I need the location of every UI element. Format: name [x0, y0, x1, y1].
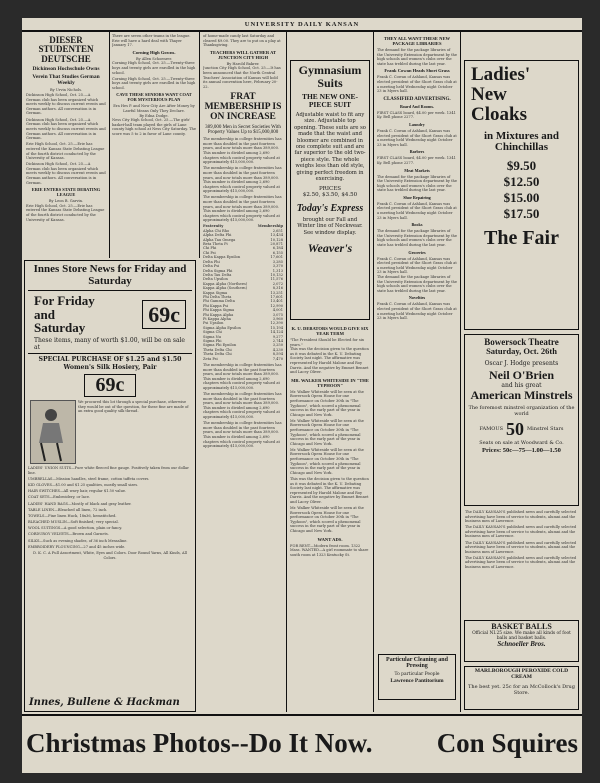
article-body: The DAILY KANSAN'S published news and carefully selected advertising have been of service to students, alumni and the business men of Lawrence.	[465, 540, 577, 554]
classified-category: Laundry	[409, 121, 425, 127]
fraternity-membership: 13,401	[270, 299, 283, 304]
fraternity-membership: 2,744	[272, 339, 283, 343]
fraternity-membership: 6,184	[272, 246, 283, 251]
fraternity-table-header: Fraternity Membership	[203, 224, 283, 229]
ad-innes-line1: For Friday	[34, 293, 95, 309]
classified-ad: FIRST CLASS board, $4.00 per week. 1341 Ky. Bell phone 2277.	[377, 110, 456, 120]
ad-innes-item: TOWELS—Fine linen Huck, 18x36, hemstitched.	[28, 513, 117, 518]
ad-bowersock-foremost: The foremost minstrel organization of the world	[468, 404, 575, 417]
article-body: This was the decision given to the question as it was debated in the K. U. Debating Society last night. The affirmative was represented by Harold Malone and Roy Darris. And the negative by Emmet Bennet and Lacey Oliver.	[290, 476, 369, 504]
bottom-banner	[26, 718, 578, 768]
subhead-german-1: Dickinson Hochschule Owns	[32, 66, 100, 73]
ad-bowersock-count-label: FAMOUS	[479, 425, 504, 432]
ad-fair-body: in Mixtures and Chinchillas	[484, 129, 559, 154]
classified-ad: Frank C. Cowan of Ashland, Kansas was elected president of the Short Grass club at a meeting held Wednesday night October 23 in Myers hall.	[377, 302, 457, 321]
fraternity-name: Sigma Alpha Epsilon	[203, 325, 241, 330]
classified-category: Groceries	[408, 249, 426, 255]
ad-bowersock-seats: Seats on sale at Woodward & Co.	[479, 440, 564, 447]
classified-category: Shoe Repairing	[403, 194, 431, 200]
fraternity-membership: 8,316	[272, 286, 283, 291]
ad-bowersock-count-suffix: Minstrel Stars	[527, 425, 564, 432]
article-quote: "The President Should be Elected for six years."	[290, 338, 364, 347]
ad-marlborough-body: The best yet. 25c for an McCollock's Drug Store.	[468, 683, 575, 696]
fraternity-name: Kappa Alpha (Southern)	[203, 286, 248, 291]
byline: By Edna Dodge.	[139, 113, 169, 118]
fraternity-name: Sigma Phi Epsilon	[203, 343, 237, 348]
fraternity-membership: 17,601	[270, 294, 283, 299]
fraternity-table-row	[203, 357, 283, 361]
byline: By Leon B. Garvin.	[48, 199, 84, 204]
column-divider	[109, 32, 110, 258]
ad-innes-footer-note: D. K. C. A Full Assortment, White, Eyes and Colors. Door Round Yarns, All Kinds, All Colors.	[33, 551, 187, 560]
article-body: Dickinson High School, Oct. 25.—A German club has been organized which meets weekly to discuss current events and German authors. All conversation is in German.	[26, 162, 106, 185]
article-body: The membership in college fraternities has more than doubled in the past fourteen years, and now totals more than 389,000. This number is divided among 2,690 chapters which control property valued at approximately $15,000,000.	[203, 195, 282, 223]
ad-basket-balls	[464, 620, 579, 662]
want-ads-body: FOR RENT—Modern front room. 1322 Mass. WANTED—A girl roommate to share south room at 1323 Kentucky St.	[290, 543, 369, 557]
fraternity-name: Sigma Nu	[203, 334, 222, 339]
ad-innes-item: TABLE LINEN—Bleached all linen, 72 inch.	[28, 507, 108, 512]
classified-category: Meat Markets	[404, 167, 430, 173]
article-body: Mr. Walker Whiteside will be seen at the Bowersock Opera House for one performance on October 30th in "The Typhoon", which scored a phenomenal success in the early part of the year in Chicago and New York.	[290, 447, 364, 475]
byline: By Harold Bakrer.	[226, 61, 260, 66]
classified-ad: The demand for the package libraries of the University Extension department by the high schools and women's clubs over the state has trebled during the last year.	[377, 275, 457, 293]
fraternity-name: Kappa Alpha (Northern)	[203, 281, 248, 286]
classified-ad: The demand for the package libraries of the University Extension department by the high schools and women's clubs over the state has trebled during the last year.	[377, 174, 457, 193]
ad-innes-body: We procured this lot through a special purchase, otherwise they would be out of the question, for these fine are made of an extra good quality silk thread.	[78, 400, 189, 414]
ad-bowersock-presents: Oscar J. Hodge presents	[484, 360, 559, 368]
ad-innes-signature: Innes, Bullene & Hackman	[29, 697, 180, 708]
ad-innes-item: LADIES' UNION SUITS—Pure white fleeced fine gauge. Positively taken from our dollar line.	[28, 466, 189, 475]
ad-pantitorium-title: Particular Cleaning and Pressing	[386, 657, 448, 670]
byline: By Urvin Nichols.	[49, 88, 83, 93]
ad-gymnasium-suits	[290, 60, 370, 320]
classified-ad: Frank C. Cowan of Ashland, Kansas was elected president of the Short Grass club at a meeting held Wednesday night October 23 in Myers hall.	[377, 201, 457, 220]
ad-the-fair	[464, 60, 579, 330]
subhead-seniors: Era Hes P. and Now City Are After Money by Lawful Means Only They Declare.	[113, 104, 195, 114]
headline-frat: FRAT MEMBERSHIP IS ON INCREASE	[204, 92, 282, 123]
article-body: Mr. Walker Whiteside will be seen at the Bowersock Opera House for one performance on October 30th in "The Typhoon", which scored a phenomenal success in the early part of the year in Chicago and New York.	[290, 389, 364, 417]
article-body: The DAILY KANSAN'S published news and carefully selected advertising have been of service to students, alumni and the business men of Lawrence.	[465, 510, 577, 524]
ad-innes-rule	[28, 290, 192, 291]
column-corning	[112, 34, 196, 256]
headline-whiteside: MR. WALKER WHITESIDE IN "THE TYPHOON"	[291, 377, 369, 388]
fraternity-membership: 9,277	[272, 334, 283, 339]
ad-pantitorium-sub: To particular People	[394, 671, 440, 677]
fraternity-name: Alpha Tau Omega	[203, 237, 236, 242]
fraternity-membership: 10,132	[270, 272, 283, 277]
ad-bowersock-count: 50	[506, 418, 525, 439]
fraternity-name: Alpha Chi Rho	[203, 228, 230, 233]
column-divider	[286, 32, 287, 712]
fraternity-name: Kappa Sigma	[203, 290, 228, 295]
fraternity-membership: 15,194	[270, 325, 283, 330]
ad-express-body: brought our Fall and Winter line of Neckwear. See window display.	[297, 216, 363, 236]
newspaper-page	[22, 18, 582, 773]
headline-want-ads: WANT ADS.	[317, 536, 343, 542]
fraternity-name: Phi Delta Theta	[203, 294, 232, 299]
fraternity-membership: 3,960	[272, 316, 283, 321]
ad-bowersock-title: Bowersock Theatre	[484, 337, 559, 347]
fraternity-name: Phi Gamma Delta	[203, 299, 235, 304]
fraternity-membership: 4,230	[272, 347, 283, 352]
ad-innes-items	[28, 466, 192, 549]
ad-innes-item: WOOL SUITINGS—A good selection, plain or fancy.	[28, 526, 123, 531]
subhead-frat: 389,000 Men in Secret Societies With Property Values Up to $15,000,000	[205, 125, 281, 136]
ad-bowersock-and: and his great	[501, 381, 542, 389]
ad-innes-title: Innes Store News for Friday and Saturday	[33, 263, 187, 287]
ad-innes-desc: These items, many of worth $1.00, will be on sale at	[34, 337, 185, 352]
fraternity-name: Zeta Psi	[203, 356, 218, 361]
headline-german: DIESER STUDENTEN DEUTSCHE	[38, 35, 94, 64]
fraternity-name: Chi Phi	[203, 246, 217, 251]
classified-ad: The demand for the package libraries of the University Extension department by the high schools and women's clubs over the state has trebled during the last year.	[377, 229, 457, 248]
ad-fair-price: $12.50	[503, 173, 540, 189]
fraternity-membership: 11,576	[270, 277, 283, 282]
headline-corning: Corning High Gowns.	[132, 49, 176, 55]
fraternity-name: Delta Sigma Phi	[203, 268, 233, 273]
classified-category: Barbers	[409, 149, 425, 155]
fraternity-membership: 13,251	[270, 290, 283, 295]
ad-fair-store: The Fair	[484, 226, 559, 249]
article-body: This was the decision given to the question as it was debated in the K. U. Debating Society last night. The affirmative was represented by Harold Malone and Roy Darris. And the negative by Emmet Bennet and Lacey Oliver.	[290, 347, 369, 375]
ad-basket-title: BASKET BALLS	[491, 622, 552, 631]
article-body: The membership in college fraternities has more than doubled in the past fourteen years, and now totals more than 389,000. This number is divided among 2,690 chapters which control property valued at approximately $15,000,000.	[203, 421, 282, 449]
fraternity-membership: 17,601	[270, 255, 283, 260]
woman-seated-icon	[31, 401, 75, 463]
ad-innes-price-big: 69c	[142, 300, 186, 329]
column-debaters	[290, 324, 370, 712]
bottom-ad-rule	[22, 714, 582, 716]
banner-christmas-photos: Christmas Photos--Do It Now.	[26, 727, 373, 758]
article-body: Corning High School, Oct. 25.—Twenty-three boys and twenty girls are enrolled in the high school.	[112, 76, 196, 90]
ad-bowersock-theatre	[464, 334, 579, 506]
ad-innes-line2: and	[34, 306, 55, 322]
fraternity-membership: 14,124	[270, 330, 283, 335]
fraternity-membership: 7,470	[272, 356, 283, 361]
headline-cowan: Frank Cowan Heads Short Grass	[384, 68, 450, 74]
fraternity-name: Beta Theta Pi	[203, 242, 228, 247]
article-body: Dickinson High School, Oct. 25.—A German club has been organized which meets weekly to discuss current events and German authors. All conversation is in German.	[26, 117, 106, 141]
fraternity-membership: 4,001	[272, 308, 283, 313]
fraternity-name: Sigma Chi	[203, 330, 222, 335]
ad-gym-body: Adjustable waist to fit any size. Adjustable top opening. These suits are so made that the waist and bloomer are combined in one complete suit and are far superior to the old two-piece style. The whole weighs less than old style, giving perfect freedom in exercising.	[294, 111, 366, 182]
column-divider	[199, 32, 200, 258]
fraternity-membership: 3,075	[272, 312, 283, 317]
column-libraries	[377, 34, 457, 694]
ad-weavers-name: Weaver's	[307, 241, 353, 256]
ad-innes-item: COAT SETS—Embroidery, or lace.	[28, 495, 91, 500]
ad-fair-price: $9.50	[506, 157, 537, 173]
article-body: Erie High School, Oct. 25.—Erie has entered the Kansas State Debating League of the fourth district conducted by the University of Kansas.	[26, 142, 105, 161]
column-divider	[373, 32, 374, 712]
top-rule	[22, 30, 582, 32]
fraternity-membership: 2,072	[272, 281, 283, 286]
article-body: Corning High School, Oct. 25.—Twenty-three boys and twenty girls are enrolled in the high school.	[112, 61, 196, 75]
ad-innes-line3: Saturday	[34, 320, 86, 336]
article-body: Ness City High School, Oct. 25.—The girls' basket-ball team played the girls of Lane county high school at Ness City Saturday. The score was 5 to 2 in favor of Lane county.	[112, 118, 196, 136]
ad-gym-title: Gymnasium Suits	[298, 63, 362, 90]
ad-express-title: Today's Express	[296, 203, 364, 215]
fraternity-table	[203, 229, 283, 361]
ad-innes-item: CORDUROY VELVETS—Brown and Garnets.	[28, 532, 109, 537]
column-german-club	[26, 34, 106, 256]
ad-innes-item: UMBRELLAS—Mission handles, steel frame, cotton taffeta covers.	[28, 476, 150, 481]
fraternity-membership: 3,285	[272, 259, 283, 264]
masthead: UNIVERSITY DAILY KANSAN	[244, 21, 360, 28]
ad-gym-prices-label: PRICES	[318, 186, 341, 193]
ad-fair-prices	[471, 158, 572, 222]
ad-innes-price-2: 69c	[84, 374, 136, 397]
ad-innes-rule	[28, 353, 192, 354]
fraternity-membership: 8,594	[272, 352, 283, 357]
ad-innes-item: HAIR SWITCHES—All wavy hair, regular $1.50 value.	[28, 489, 127, 494]
ad-innes-special: SPECIAL PURCHASE OF $1.25 and $1.50 Women's Silk Hosiery, Pair	[38, 356, 182, 371]
ad-bowersock-prices: Prices: 50c—75—1.00—1.50	[482, 447, 561, 455]
banner-con-squires: Con Squires	[436, 727, 578, 758]
headline-teachers: TEACHERS WILL GATHER AT JUNCTION CITY HIGH	[209, 49, 277, 60]
fraternity-name: Phi Kappa Alpha	[203, 312, 234, 317]
classified-category: Board And Rooms.	[399, 103, 435, 109]
fraternity-name: Delta Psi	[203, 264, 220, 269]
article-body: Erie High School, Oct. 25.—Erie has entered the Kansas State Debating League of the fourth district conducted by the University of Kansas.	[26, 203, 105, 222]
headline-erie: ERIE ENTERS STATE DEBATING LEAGUE	[31, 187, 101, 198]
fraternity-name: Delta Upsilon	[203, 277, 228, 282]
fraternity-membership: 13,434	[270, 233, 283, 238]
ad-fair-title-3: Cloaks	[471, 103, 527, 125]
fraternity-name: Chi Psi	[203, 250, 216, 255]
headline-libraries: THEY ALL WANT THESE NEW PACKAGE LIBRARIES	[383, 36, 451, 46]
column-frat	[203, 34, 283, 704]
fraternity-name: Pi Kappa Alpha	[203, 316, 231, 321]
article-body: Dickinson High School, Oct. 25.—A German club has been organized which meets weekly to discuss current events and German authors. All conversation is in German.	[26, 92, 106, 116]
ad-fair-price: $15.00	[503, 189, 540, 205]
ad-fair-title-1: Ladies'	[471, 64, 531, 85]
fraternity-name: Alpha Delta Phi	[203, 233, 232, 238]
ad-gym-sub: THE NEW ONE-PIECE SUIT	[301, 92, 359, 110]
ad-innes-item: EMBROIDERY FLOUNCING—27 and 45 inches wide.	[28, 544, 126, 549]
ad-innes-item: LADIES' HAND BAGS—Mostly of black and gray leather.	[28, 501, 132, 506]
ad-bowersock-star: Neil O'Brien	[489, 368, 554, 383]
ad-fair-price: $17.50	[503, 205, 540, 221]
fraternity-membership: 10,128	[270, 237, 283, 242]
column-divider	[460, 32, 461, 712]
fraternity-membership: 12,990	[270, 303, 283, 308]
ad-fair-title-2: New	[471, 83, 507, 105]
fraternity-membership: 2,651	[272, 228, 283, 233]
ad-basket-name: Schnoeller Bros.	[497, 640, 546, 649]
fraternity-name: Psi Upsilon	[203, 321, 224, 326]
article-body: of home-made candy last Saturday and cleared $9.00. They are to put on a play at Thanksgiving.	[203, 34, 281, 48]
article-body: Mr. Walker Whiteside will be seen at the Bowersock Opera House for one performance on October 30th in "The Typhoon", which scored a phenomenal success in the early part of the year in Chicago and New York.	[290, 506, 364, 533]
classified-heading: CLASSIFIED ADVERTISING.	[383, 96, 451, 102]
fraternity-membership: 3,370	[272, 264, 283, 269]
fraternity-name: Theta Delta Chi	[203, 347, 232, 352]
fraternity-name: Delta Kappa Epsilon	[203, 255, 241, 260]
classified-category: Novelties	[408, 295, 426, 301]
ad-innes-item: BLEACHED MUSLIN—Soft finished; very special.	[28, 520, 119, 525]
article-body: The DAILY KANSAN'S published news and carefully selected advertising have been of service to students, alumni and the business men of Lawrence.	[465, 555, 577, 570]
column-kansan-notice	[465, 510, 578, 616]
ad-innes-store	[24, 260, 196, 712]
article-body: The demand for the package libraries of the University Extension department by the high schools and women's clubs over the state has trebled during the last year.	[377, 48, 457, 66]
classified-ad: Frank C. Cowan of Ashland, Kansas was elected president of the Short Grass club at a meeting held Wednesday night October 23 in Myers hall.	[377, 256, 457, 275]
fraternity-name: Phi Kappa Sigma	[203, 308, 235, 313]
fraternity-name: Delta Tau Delta	[203, 272, 232, 277]
headline-debaters: K. U. DEBATORS WOULD GIVE SIX YEAR TERM	[291, 326, 369, 336]
ad-gym-prices: $2.50, $3.50, $4.50	[302, 192, 358, 199]
subhead-german-2: Verein That Studies German Weekly	[32, 74, 100, 87]
article-body: Junction City High School, Oct. 25.—It has been announced that the North Central Teachers' Association of Kansas will hold its annual convention here, February 20-22.	[203, 66, 281, 89]
fraternity-membership: 3,250	[272, 343, 283, 348]
ad-bowersock-show: American Minstrels	[470, 387, 573, 402]
ad-basket-body: Official NI.25 size. We make all kinds of foot balls and basket balls.	[472, 631, 571, 642]
fraternity-membership: 12,390	[270, 321, 283, 326]
fraternity-membership: 1,313	[272, 268, 283, 273]
article-body: Frank C. Cowan of Ashland, Kansas was elected president of the Short Grass club at a meeting held Wednesday night October 23 in Myers hall.	[377, 75, 457, 94]
article-body: The membership in college fraternities has more than doubled in the past fourteen years, and now totals more than 389,000. This number is divided among 2,690 chapters which control property valued at approximately $15,000,000.	[203, 363, 282, 390]
fraternity-membership: 20,871	[270, 242, 283, 247]
ad-marlborough-title: MARLBOROUGH PEROXIDE COLD CREAM	[474, 668, 569, 680]
fraternity-name: Delta Phi	[203, 259, 220, 264]
ad-pantitorium-name: Lawrence Pantitorium	[390, 677, 444, 684]
classified-ad: FIRST CLASS board, $4.00 per week. 1341 Ky. Bell phone 2277.	[377, 156, 456, 165]
article-body: The membership in college fraternities has more than doubled in the past fourteen years, and now totals more than 389,000. This number is divided among 2,690 chapters which control property valued at approximately $15,000,000.	[203, 137, 282, 165]
article-body: Mr. Walker Whiteside will be seen at the Bowersock Opera House for one performance on October 30th in "The Typhoon", which scored a phenomenal success in the early part of the year in Chicago and New York.	[290, 418, 364, 446]
ad-bowersock-date: Saturday, Oct. 26th	[486, 346, 557, 357]
fraternity-name: Phi Kappa Psi	[203, 303, 229, 308]
ad-innes-item: SILKS—Such as evening shades, of 36 inch Messaline.	[28, 538, 128, 543]
classified-category: Books	[411, 222, 423, 228]
ad-marlborough	[464, 666, 579, 710]
fraternity-name: Theta Delta Chi	[203, 352, 232, 357]
ad-innes-item: KID GLOVES—$1.00 and $1.25 qualities, mostly small sizes.	[28, 482, 139, 487]
article-body: The membership in college fraternities has more than doubled in the past fourteen years, and now totals more than 389,000. This number is divided among 2,690 chapters which control property valued at approximately $15,000,000.	[203, 166, 282, 194]
headline-seniors: CAVE THESE SENIORS WANT COAT FOR MYSTERIOUS PLAN	[116, 92, 192, 103]
article-body: There are seven other teams in the league. Erie will have a hard deal with Thayer January 17.	[112, 34, 191, 48]
ad-pantitorium	[378, 654, 456, 700]
article-body: The membership in college fraternities has more than doubled in the past fourteen years, and now totals more than 389,000. This number is divided among 2,690 chapters which control property valued at approximately $15,000,000.	[203, 392, 282, 420]
article-body: The DAILY KANSAN'S published news and carefully selected advertising have been of service to students, alumni and the business men of Lawrence.	[465, 525, 577, 539]
fraternity-name: Sigma Phi	[203, 339, 222, 343]
byline: By Allen Schoenrer.	[136, 56, 172, 61]
classified-ad: Frank C. Cowan of Ashland, Kansas was elected president of the Short Grass club at a meeting held Wednesday night October 23 in Myers hall.	[377, 128, 457, 147]
fraternity-membership: 6,155	[272, 250, 283, 255]
hosiery-illustration	[30, 400, 76, 464]
